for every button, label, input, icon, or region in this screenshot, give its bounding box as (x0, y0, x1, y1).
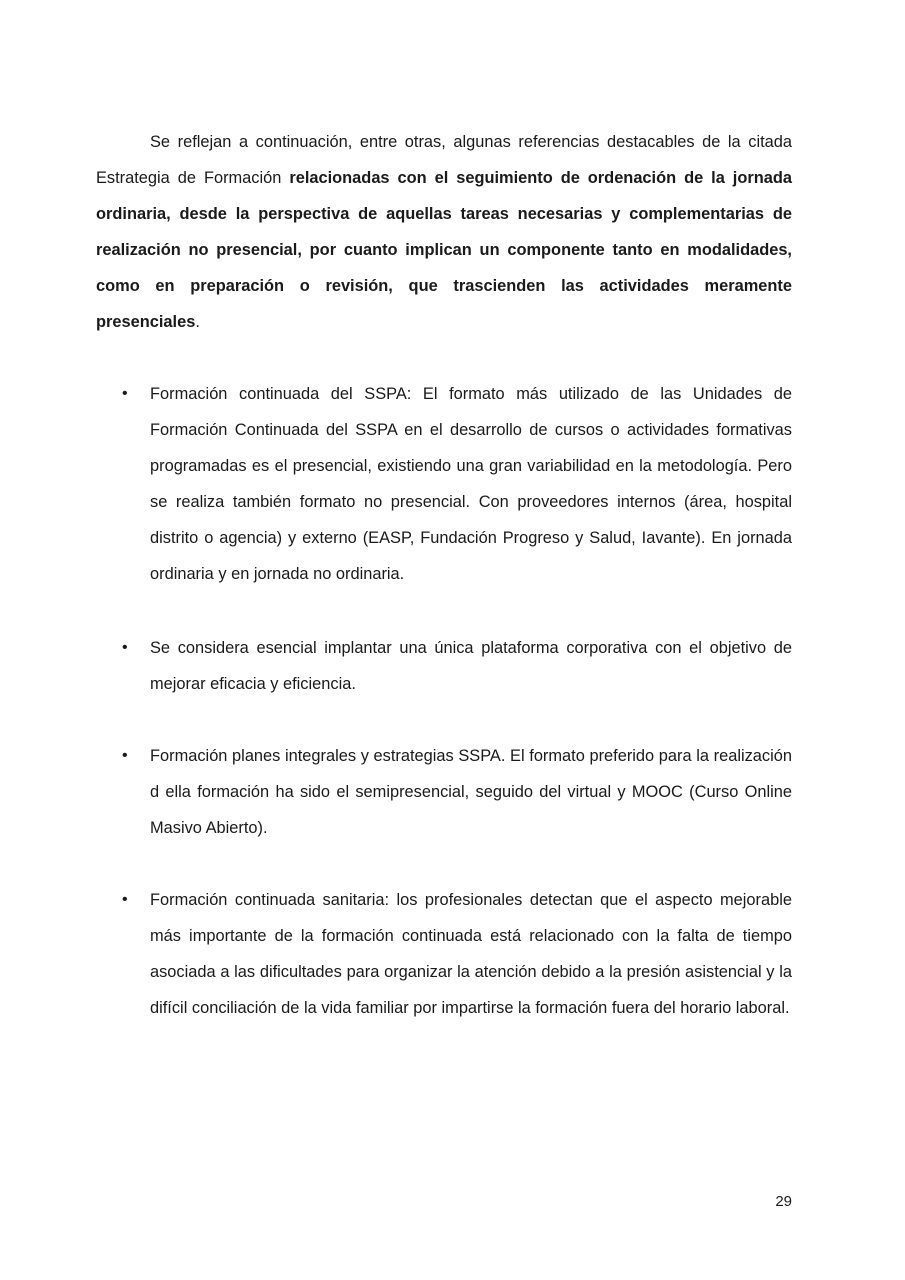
intro-lead-text: Se reflejan a continuación, entre otras, algunas referencias destacables de la citada Estrategia de Formación (96, 133, 792, 187)
bullet-icon: • (122, 747, 128, 764)
intro-paragraph (96, 124, 792, 340)
bullet-icon: • (122, 385, 128, 402)
bullet-text: Formación continuada del SSPA: El formato más utilizado de las Unidades de Formación Continuada del SSPA en el desarrollo de cursos o actividades formativas programadas es el presencial, existiendo una gran variabilidad en la metodología. Pero se realiza también formato no presencial. Con proveedores internos (área, hospital distrito o agencia) y externo (EASP, Fundación Progreso y Salud, Iavante). En jornada ordinaria y en jornada no ordinaria. (150, 385, 792, 583)
bullet-icon: • (122, 891, 128, 908)
bullet-item-formacion-continuada-sspa (122, 376, 792, 592)
bullet-item-plataforma-corporativa (122, 630, 792, 702)
bullet-item-formacion-sanitaria (122, 882, 792, 1026)
intro-tail-text: . (195, 313, 200, 331)
bullet-item-planes-integrales (122, 738, 792, 846)
bullet-icon: • (122, 639, 128, 656)
bullet-text: Formación continuada sanitaria: los profesionales detectan que el aspecto mejorable más importante de la formación continuada está relacionado con la falta de tiempo asociada a las dificultades para organizar la atención debido a la presión asistencial y la difícil conciliación de la vida familiar por impartirse la formación fuera del horario laboral. (150, 891, 792, 1017)
bullet-text: Formación planes integrales y estrategias SSPA. El formato preferido para la realización d ella formación ha sido el semipresencial, seguido del virtual y MOOC (Curso Online Masivo Abierto). (150, 747, 792, 837)
page-number: 29 (775, 1193, 792, 1210)
bullet-text: Se considera esencial implantar una única plataforma corporativa con el objetivo de mejorar eficacia y eficiencia. (150, 639, 792, 693)
intro-bold-text: relacionadas con el seguimiento de ordenación de la jornada ordinaria, desde la perspectiva de aquellas tareas necesarias y complementarias de realización no presencial, por cuanto implican un componente tanto en modalidades, como en preparación o revisión, que trascienden las actividades meramente presenciales (96, 169, 792, 331)
